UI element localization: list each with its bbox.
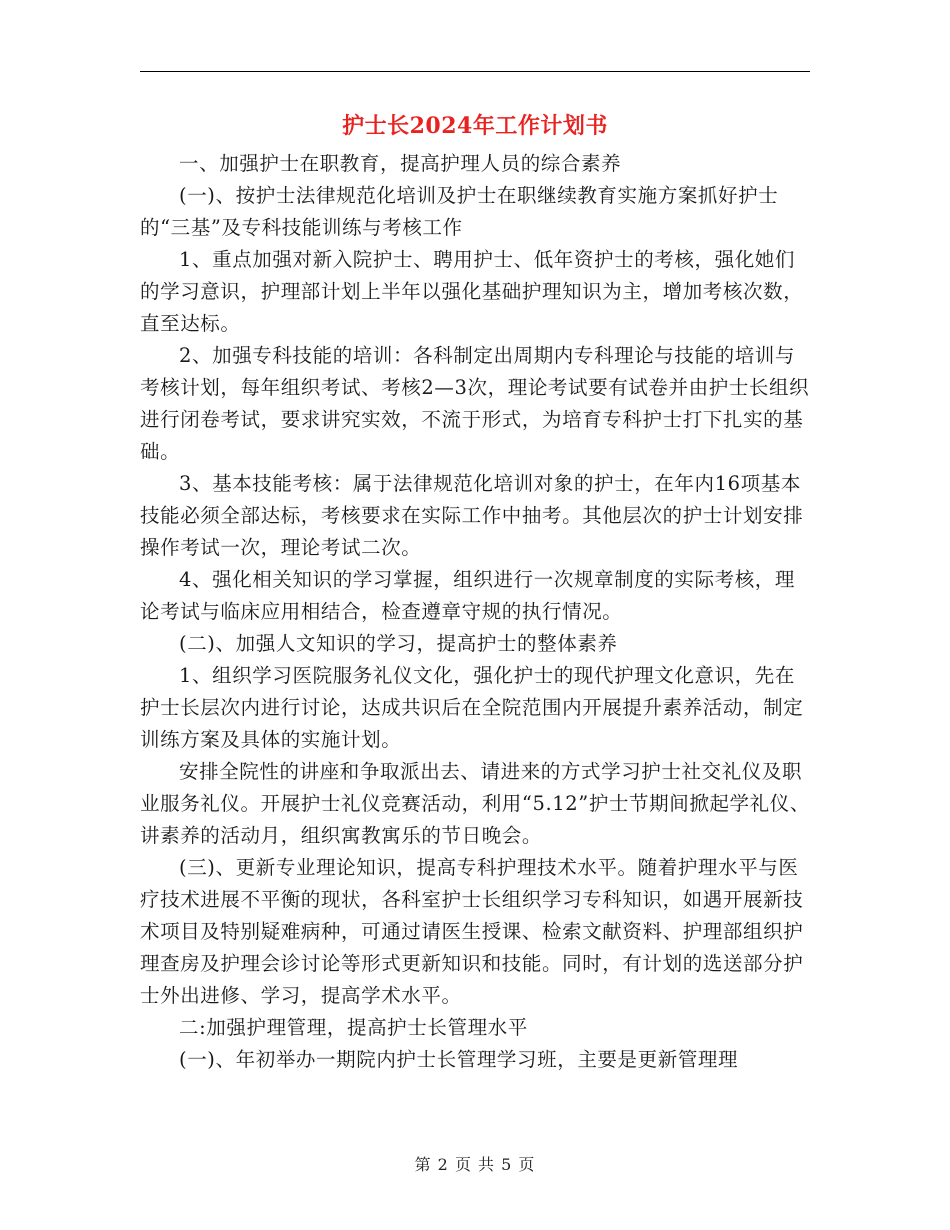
- header-rule: [140, 71, 810, 72]
- paragraph-section-1-heading: 一、加强护士在职教育，提高护理人员的综合素养: [179, 152, 622, 175]
- document-title: 护士长2024年工作计划书: [342, 113, 608, 139]
- document-body: [140, 148, 812, 1076]
- paragraph-subsection-1: (一)、按护士法律规范化培训及护士在职继续教育实施方案抓好护士的“三基”及专科技能训练与考核工作: [140, 184, 779, 239]
- paragraph-subsection-2: (二)、加强人文知识的学习，提高护士的整体素养: [179, 632, 618, 655]
- paragraph-etiquette-item-1: 1、组织学习医院服务礼仪文化，强化护士的现代护理文化意识，先在护士长层次内进行讨论，达成共识后在全院范围内开展提升素养活动，制定训练方案及具体的实施计划。: [140, 664, 804, 751]
- paragraph-subsection-3: (三)、更新专业理论知识，提高专科护理技术水平。随着护理水平与医疗技术进展不平衡的现状，各科室护士长组织学习专科知识，如遇开展新技术项目及特别疑难病种，可通过请医生授课、检索文献资料、护理部组织护理查房及护理会诊讨论等形式更新知识和技能。同时，有计划的选送部分护士外出进修、学习，提高学术水平。: [140, 856, 804, 1007]
- paragraph-etiquette-activities: 安排全院性的讲座和争取派出去、请进来的方式学习护士社交礼仪及职业服务礼仪。开展护士礼仪竞赛活动，利用“5.12”护士节期间掀起学礼仪、讲素养的活动月，组织寓教寓乐的节日晚会。: [140, 760, 810, 847]
- paragraph-item-2: 2、加强专科技能的培训：各科制定出周期内专科理论与技能的培训与考核计划，每年组织考试、考核2—3次，理论考试要有试卷并由护士长组织进行闭卷考试，要求讲究实效，不流于形式，为培育专科护士打下扎实的基础。: [140, 344, 810, 463]
- paragraph-item-4: 4、强化相关知识的学习掌握，组织进行一次规章制度的实际考核，理论考试与临床应用相结合，检查遵章守规的执行情况。: [140, 568, 796, 623]
- paragraph-item-1: 1、重点加强对新入院护士、聘用护士、低年资护士的考核，强化她们的学习意识，护理部计划上半年以强化基础护理知识为主，增加考核次数，直至达标。: [140, 248, 804, 335]
- paragraph-section-2-heading: 二:加强护理管理，提高护士长管理水平: [179, 1016, 528, 1039]
- paragraph-item-3: 3、基本技能考核：属于法律规范化培训对象的护士，在年内16项基本技能必须全部达标，考核要求在实际工作中抽考。其他层次的护士计划安排操作考试一次，理论考试二次。: [140, 472, 804, 559]
- paragraph-section-2-subsection-1: (一)、年初举办一期院内护士长管理学习班，主要是更新管理理: [179, 1048, 739, 1071]
- page-number: 第 2 页 共 5 页: [414, 1155, 536, 1174]
